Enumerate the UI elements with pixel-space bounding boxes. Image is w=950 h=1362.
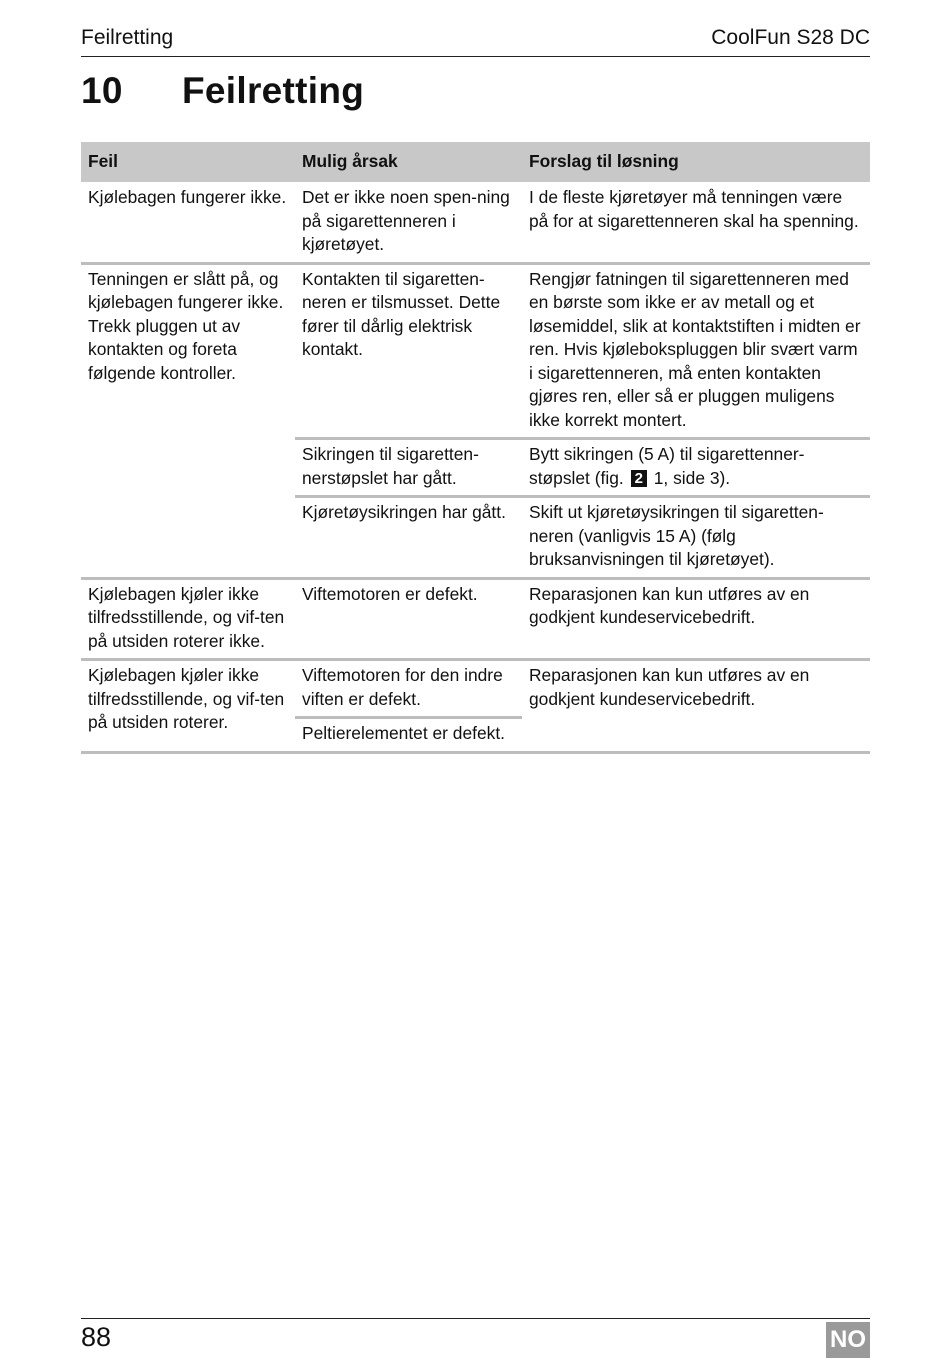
chapter-title-text: Feilretting [182,70,365,111]
table-row [81,660,870,718]
solution-cell: Reparasjonen kan kun utføres av en godkjent kundeservicebedrift. [522,578,870,660]
cause-cell: Viftemotoren for den indre viften er defekt. [295,660,522,718]
page-number: 88 [81,1322,112,1352]
fault-cell: Kjølebagen kjøler ikke tilfredsstillende, og vif-ten på utsiden roterer ikke. [81,578,295,660]
solution-cell: I de fleste kjøretøyer må tenningen være på for at sigarettenneren skal ha spenning. [522,182,870,263]
cause-cell: Kjøretøysikringen har gått. [295,497,522,579]
solution-text: 1, side 3). [653,467,731,488]
fault-cell: Kjølebagen kjøler ikke tilfredsstillende, og vif-ten på utsiden roterer. [81,660,295,753]
header-product: CoolFun S28 DC [711,26,870,49]
solution-text: Bytt sikringen (5 A) til sigarettenner-støpslet (fig. [529,444,805,488]
page-header [81,24,870,57]
cause-cell: Peltierelementet er defekt. [295,718,522,753]
cause-cell: Kontakten til sigaretten-neren er tilsmusset. Dette fører til dårlig elektrisk kontakt. [295,263,522,439]
fault-cell: Tenningen er slått på, og kjølebagen fungerer ikke. Trekk pluggen ut av kontakten og foreta følgende kontroller. [81,263,295,578]
column-header-fault: Feil [81,142,295,182]
footer-rule [81,1318,870,1319]
cause-cell: Viftemotoren er defekt. [295,578,522,660]
table-row [81,182,870,263]
cause-cell: Det er ikke noen spen-ning på sigarettenneren i kjøretøyet. [295,182,522,263]
header-section: Feilretting [81,26,174,49]
language-badge: NO [826,1322,870,1358]
troubleshooting-table [81,142,870,754]
fault-cell: Kjølebagen fungerer ikke. [81,182,295,263]
table-header-row [81,142,870,182]
table-row [81,578,870,660]
table-row [81,263,870,439]
figure-reference-badge: 2 [631,470,647,487]
column-header-solution: Forslag til løsning [522,142,870,182]
column-header-cause: Mulig årsak [295,142,522,182]
solution-cell: Rengjør fatningen til sigarettenneren med en børste som ikke er av metall og et løsemiddel, slik at kontaktstiften i midten er ren. Hvis kjølebokspluggen blir svært varm i sigarettenneren, må enten kontakten gjøres ren, eller så er pluggen muligens ikke korrekt montert. [522,263,870,439]
solution-cell [522,439,870,497]
cause-cell: Sikringen til sigaretten-nerstøpslet har gått. [295,439,522,497]
chapter-title [81,70,364,112]
chapter-number: 10 [81,70,123,111]
solution-cell: Reparasjonen kan kun utføres av en godkjent kundeservicebedrift. [522,660,870,753]
solution-cell: Skift ut kjøretøysikringen til sigaretten-neren (vanligvis 15 A) (følg bruksanvisningen til kjøretøyet). [522,497,870,579]
